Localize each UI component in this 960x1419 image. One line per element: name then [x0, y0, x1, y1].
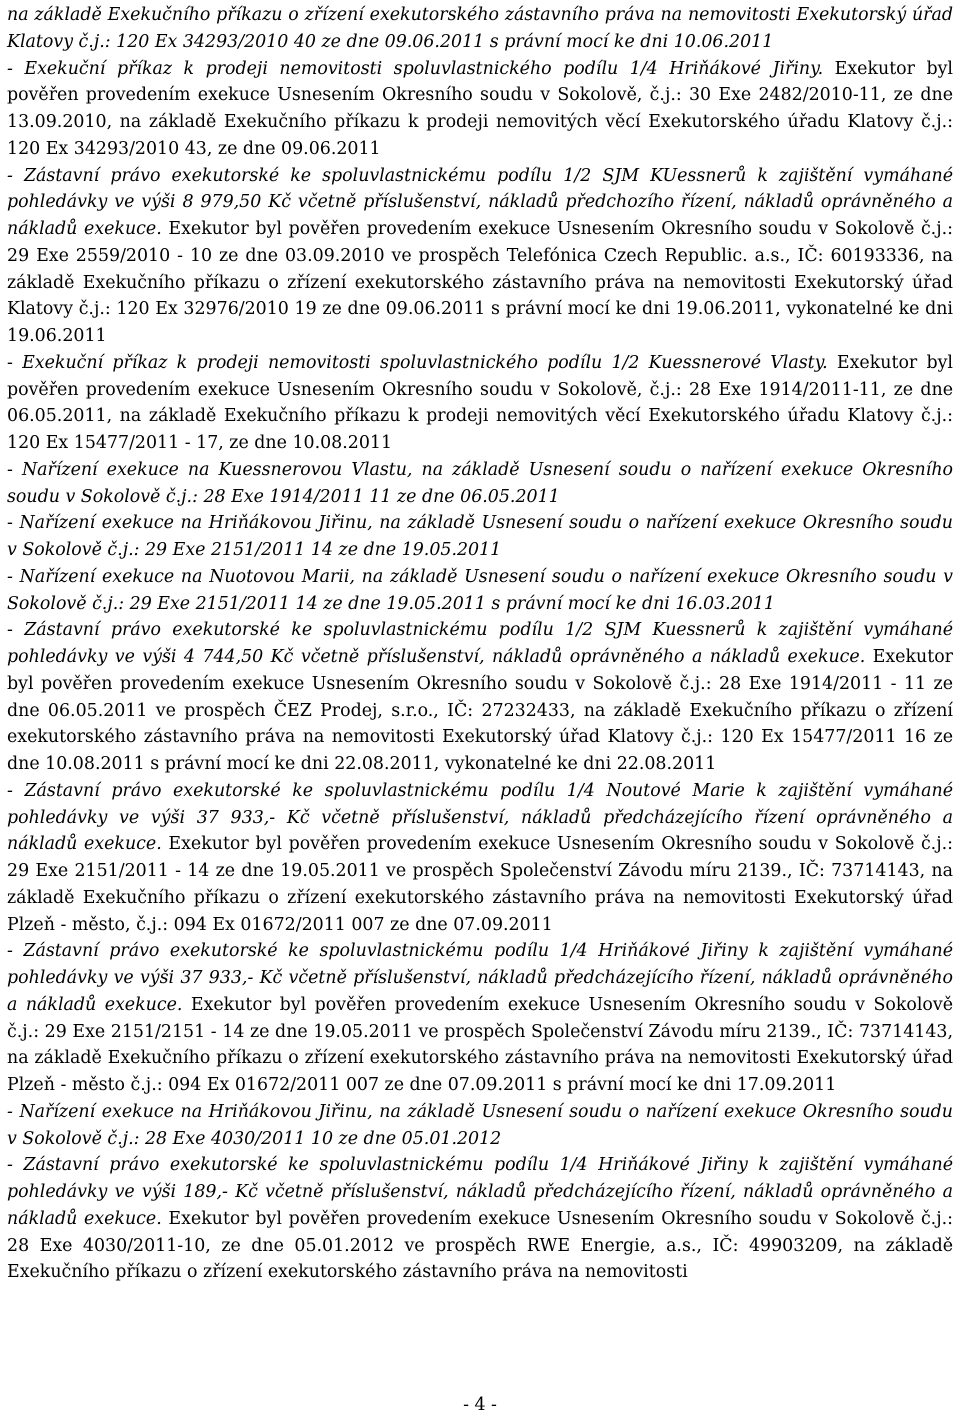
entry-heading-text: - Nařízení exekuce na Nuotovou Marii, na základě Usnesení soudu o nařízení exekuce Okresního soudu v Sokolově č.j.: 29 Exe 2151/2011 14 ze dne 19.05.2011 s právní mocí ke dni 16.03.2011 [7, 566, 953, 614]
register-entry [7, 510, 953, 564]
register-entry [7, 1099, 953, 1153]
entry-detail-text: Exekutor byl pověřen provedením exekuce Usnesením Okresního soudu v Sokolově č.j.: 29 Exe 2559/2010 - 10 ze dne 03.09.2010 ve prospěch Telefónica Czech Republic. a.s., IČ: 60193336, na základě Exekučního příkazu o zřízení exekutorského zástavního práva na nemovitosti Exekutorský úřad Klatovy č.j.: 120 Ex 32976/2010 19 ze dne 09.06.2011 s právní mocí ke dni 19.06.2011, vykonatelné ke dni 19.06.2011 [7, 219, 953, 346]
entry-detail-text: Exekutor byl pověřen provedením exekuce Usnesením Okresního soudu v Sokolově, č.j.: 30 Exe 2482/2010-11, ze dne 13.09.2010, na základě Exekučního příkazu k prodeji nemovitých věcí Exekutorského úřadu Klatovy č.j.: 120 Ex 34293/2010 43, ze dne 09.06.2011 [7, 58, 953, 159]
register-entry [7, 350, 953, 457]
entry-detail-text: Exekutor byl pověřen provedením exekuce Usnesením Okresního soudu v Sokolově, č.j.: 28 Exe 1914/2011-11, ze dne 06.05.2011, na základě Exekučního příkazu k prodeji nemovitých věcí Exekutorského úřadu Klatovy č.j.: 120 Ex 15477/2011 - 17, ze dne 10.08.2011 [7, 352, 953, 453]
entry-heading-text: - Zástavní právo exekutorské ke spoluvlastnickému podílu 1/2 SJM KUessnerů k zajištění vymáhané pohledávky ve výši 8 979,50 Kč včetně příslušenství, nákladů předchozího řízení, nákladů oprávněného a nákladů exekuce. [7, 165, 953, 239]
register-entry [7, 1152, 953, 1286]
register-entry [7, 163, 953, 350]
register-entry [7, 617, 953, 778]
entry-heading-text: - Zástavní právo exekutorské ke spoluvlastnickému podílu 1/4 Hriňákové Jiřiny k zajištění vymáhané pohledávky ve výši 189,- Kč včetně příslušenství, nákladů předcházejícího řízení, nákladů oprávněného a nákladů exekuce. [7, 1155, 953, 1229]
entry-heading-text: na základě Exekučního příkazu o zřízení exekutorského zástavního práva na nemovitosti Exekutorský úřad Klatovy č.j.: 120 Ex 34293/2010 40 ze dne 09.06.2011 s právní mocí ke dni 10.06.2011 [7, 5, 953, 52]
register-entry [7, 778, 953, 939]
entry-detail-text: Exekutor byl pověřen provedením exekuce Usnesením Okresního soudu v Sokolově č.j.: 28 Exe 4030/2011-10, ze dne 05.01.2012 ve prospěch RWE Energie, a.s., IČ: 49903209, na základě Exekučního příkazu o zřízení exekutorského zástavního práva na nemovitosti [7, 1208, 953, 1283]
entry-heading-text: - Nařízení exekuce na Hriňákovou Jiřinu, na základě Usnesení soudu o nařízení exekuce Okresního soudu v Sokolově č.j.: 28 Exe 4030/2011 10 ze dne 05.01.2012 [7, 1101, 953, 1149]
entry-heading-text: - Zástavní právo exekutorské ke spoluvlastnickému podílu 1/2 SJM Kuessnerů k zajištění vymáhané pohledávky ve výši 4 744,50 Kč včetně příslušenství, nákladů oprávněného a nákladů exekuce. [7, 620, 953, 667]
entry-heading-text: - Exekuční příkaz k prodeji nemovitosti spoluvlastnického podílu 1/4 Hriňákové Jiřiny. [7, 58, 824, 79]
entry-heading-text: - Zástavní právo exekutorské ke spoluvlastnickému podílu 1/4 Hriňákové Jiřiny k zajištění vymáhané pohledávky ve výši 37 933,- Kč včetně příslušenství, nákladů předcházejícího řízení, nákladů oprávněného a nákladů exekuce. [7, 941, 953, 1015]
document-body [7, 2, 953, 1286]
entry-detail-text: Exekutor byl pověřen provedením exekuce Usnesením Okresního soudu v Sokolově č.j.: 28 Exe 1914/2011 - 11 ze dne 06.05.2011 ve prospěch ČEZ Prodej, s.r.o., IČ: 27232433, na základě Exekučního příkazu o zřízení exekutorského zástavního práva na nemovitosti Exekutorský úřad Klatovy č.j.: 120 Ex 15477/2011 16 ze dne 10.08.2011 s právní mocí ke dni 22.08.2011, vykonatelné ke dni 22.08.2011 [7, 647, 953, 774]
entry-detail-text: Exekutor byl pověřen provedením exekuce Usnesením Okresního soudu v Sokolově č.j.: 29 Exe 2151/2011 - 14 ze dne 19.05.2011 ve prospěch Společenství Závodu míru 2139., IČ: 73714143, na základě Exekučního příkazu o zřízení exekutorského zástavního práva na nemovitosti Exekutorský úřad Plzeň - město, č.j.: 094 Ex 01672/2011 007 ze dne 07.09.2011 [7, 834, 953, 935]
entry-heading-text: - Exekuční příkaz k prodeji nemovitosti spoluvlastnického podílu 1/2 Kuessnerové Vlasty. [7, 352, 828, 373]
page-number: - 4 - [463, 1395, 497, 1415]
register-entry [7, 938, 953, 1099]
entry-detail-text: Exekutor byl pověřen provedením exekuce Usnesením Okresního soudu v Sokolově č.j.: 29 Exe 2151/2151 - 14 ze dne 19.05.2011 ve prospěch Společenství Závodu míru 2139., IČ: 73714143, na základě Exekučního příkazu o zřízení exekutorského zástavního práva na nemovitosti Exekutorský úřad Plzeň - město č.j.: 094 Ex 01672/2011 007 ze dne 07.09.2011 s právní mocí ke dni 17.09.2011 [7, 994, 953, 1095]
register-entry [7, 56, 953, 163]
entry-heading-text: - Zástavní právo exekutorské ke spoluvlastnickému podílu 1/4 Noutové Marie k zajištění vymáhané pohledávky ve výši 37 933,- Kč včetně příslušenství, nákladů předcházejícího řízení oprávněného a nákladů exekuce. [7, 780, 953, 855]
entry-heading-text: - Nařízení exekuce na Hriňákovou Jiřinu, na základě Usnesení soudu o nařízení exekuce Okresního soudu v Sokolově č.j.: 29 Exe 2151/2011 14 ze dne 19.05.2011 [7, 513, 953, 560]
register-entry [7, 457, 953, 511]
register-entry [7, 564, 953, 618]
entry-heading-text: - Nařízení exekuce na Kuessnerovou Vlastu, na základě Usnesení soudu o nařízení exekuce Okresního soudu v Sokolově č.j.: 28 Exe 1914/2011 11 ze dne 06.05.2011 [7, 459, 953, 507]
register-entry [7, 2, 953, 56]
